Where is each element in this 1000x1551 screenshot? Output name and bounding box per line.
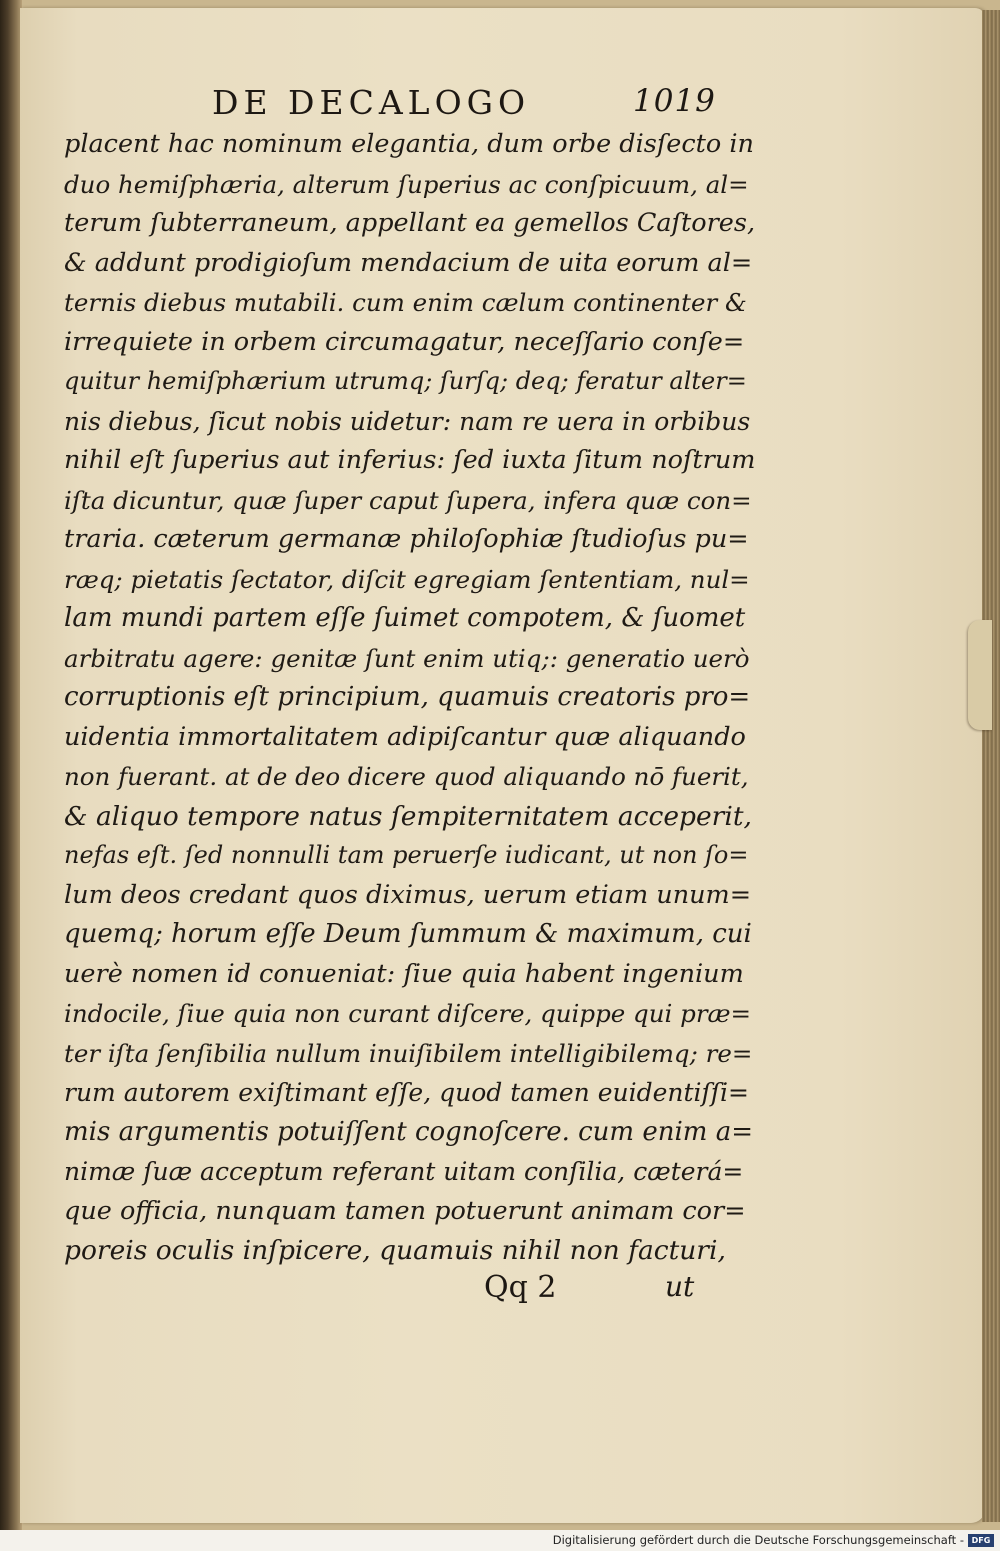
- catchline: [478, 1270, 728, 1310]
- text-line: terum ſubterraneum, appellant ea gemellos Caſtores,: [64, 208, 756, 238]
- text-line: que officia, nunquam tamen potuerunt animam cor=: [64, 1195, 746, 1226]
- text-line: indocile, ſiue quia non curant diſcere, quippe qui præ=: [64, 999, 752, 1028]
- body-text: [64, 125, 756, 1271]
- footer-bar: [0, 1530, 1000, 1551]
- text-line: rum autorem exiſtimant eſſe, quod tamen euidentiſſi=: [64, 1078, 749, 1107]
- text-line: iſta dicuntur, quæ ſuper caput ſupera, infera quæ con=: [64, 485, 752, 515]
- text-line: & aliquo tempore natus ſempiternitatem acceperit,: [64, 800, 752, 832]
- catchword: ut: [665, 1270, 695, 1303]
- text-line: quemq; horum eſſe Deum ſummum & maximum, cui: [64, 919, 752, 949]
- text-line: corruptionis eſt principium, quamuis creatoris pro=: [64, 682, 751, 712]
- text-line: uerè nomen id conueniat: ſiue quia habent ingenium: [64, 958, 744, 989]
- text-line: & addunt prodigioſum mendacium de uita eorum al=: [64, 247, 753, 278]
- running-head: [0, 83, 1000, 123]
- text-line: lam mundi partem eſſe ſuimet compotem, & ſuomet: [64, 603, 746, 633]
- text-line: traria. cæterum germanæ philoſophiæ ſtudioſus pu=: [64, 524, 749, 554]
- text-line: lum deos credant quos diximus, uerum etiam unum=: [64, 879, 752, 910]
- page-fore-edge: [982, 10, 1000, 1522]
- funding-credit: Digitalisierung gefördert durch die Deutsche Forschungsgemeinschaft -: [552, 1533, 964, 1547]
- text-line: ternis diebus mutabili. cum enim cælum continenter &: [64, 288, 747, 317]
- text-line: quitur hemiſphærium utrumq; ſurſq; deq; feratur alter=: [64, 367, 747, 395]
- text-line: irrequiete in orbem circumagatur, neceſſario conſe=: [64, 326, 745, 357]
- text-line: poreis oculis inſpicere, quamuis nihil non facturi,: [64, 1235, 726, 1266]
- text-line: placent hac nominum elegantia, dum orbe disſecto in: [64, 129, 754, 159]
- text-line: mis argumentis potuiſſent cognoſcere. cum enim a=: [64, 1116, 753, 1147]
- page-tab: [968, 620, 992, 730]
- text-line: ter iſta ſenſibilia nullum inuiſibilem intelligibilemq; re=: [64, 1038, 753, 1068]
- book-binding-edge: [0, 0, 22, 1530]
- page-number: 1019: [633, 83, 716, 119]
- dfg-logo-icon: DFG: [968, 1534, 994, 1547]
- text-line: nihil eſt ſuperius aut inferius: ſed iuxta ſitum noſtrum: [64, 445, 756, 475]
- text-line: duo hemiſphæria, alterum ſuperius ac conſpicuum, al=: [64, 169, 749, 199]
- running-title: DE DECALOGO: [212, 83, 531, 122]
- text-line: nimæ ſuæ acceptum referant uitam conſilia, cæterá=: [64, 1157, 744, 1186]
- text-line: ræq; pietatis ſectator, diſcit egregiam ſententiam, nul=: [64, 564, 750, 594]
- text-line: arbitratu agere: genitæ ſunt enim utiq;: generatio uerò: [64, 643, 750, 673]
- text-line: non fuerant. at de deo dicere quod aliquando nō fuerit,: [64, 762, 749, 791]
- text-line: uidentia immortalitatem adipiſcantur quæ aliquando: [64, 721, 746, 752]
- text-line: nefas eſt. ſed nonnulli tam peruerſe iudicant, ut non ſo=: [64, 841, 749, 869]
- text-line: nis diebus, ſicut nobis uidetur: nam re uera in orbibus: [64, 406, 751, 436]
- signature-mark: Qq 2: [484, 1270, 557, 1305]
